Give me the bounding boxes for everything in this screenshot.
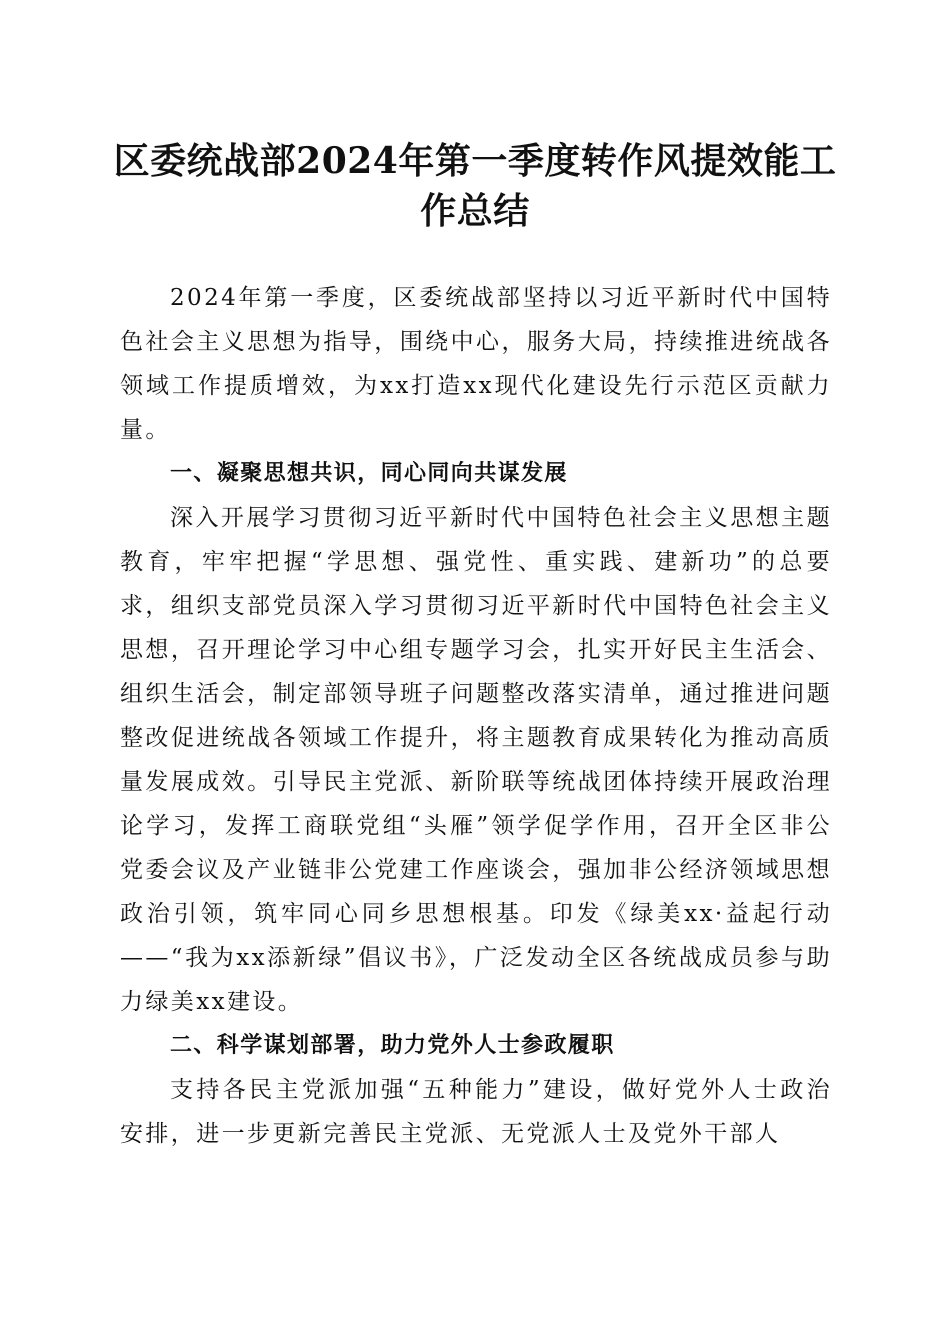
intro-paragraph: 2024年第一季度，区委统战部坚持以习近平新时代中国特色社会主义思想为指导，围绕中心，服务大局，持续推进统战各领域工作提质增效，为xx打造xx现代化建设先行示范区贡献力量。 — [120, 285, 832, 443]
title-line-2: 作总结 — [420, 190, 530, 232]
document-body — [120, 276, 832, 1156]
title-line-1: 区委统战部2024年第一季度转作风提效能工 — [113, 140, 837, 182]
document-title — [100, 136, 850, 236]
section-2-paragraph: 支持各民主党派加强“五种能力”建设，做好党外人士政治安排，进一步更新完善民主党派、无党派人士及党外干部人 — [120, 1077, 832, 1147]
section-2-heading: 二、科学谋划部署，助力党外人士参政履职 — [170, 1033, 615, 1058]
section-1-heading: 一、凝聚思想共识，同心同向共谋发展 — [170, 461, 568, 486]
section-1-paragraph: 深入开展学习贯彻习近平新时代中国特色社会主义思想主题教育，牢牢把握“学思想、强党性、重实践、建新功”的总要求，组织支部党员深入学习贯彻习近平新时代中国特色社会主义思想，召开理论学习中心组专题学习会，扎实开好民主生活会、组织生活会，制定部领导班子问题整改落实清单，通过推进问题整改促进统战各领域工作提升，将主题教育成果转化为推动高质量发展成效。引导民主党派、新阶联等统战团体持续开展政治理论学习，发挥工商联党组“头雁”领学促学作用，召开全区非公党委会议及产业链非公党建工作座谈会，强加非公经济领域思想政治引领，筑牢同心同乡思想根基。印发《绿美xx·益起行动——“我为xx添新绿”倡议书》，广泛发动全区各统战成员参与助力绿美xx建设。 — [120, 505, 832, 1015]
